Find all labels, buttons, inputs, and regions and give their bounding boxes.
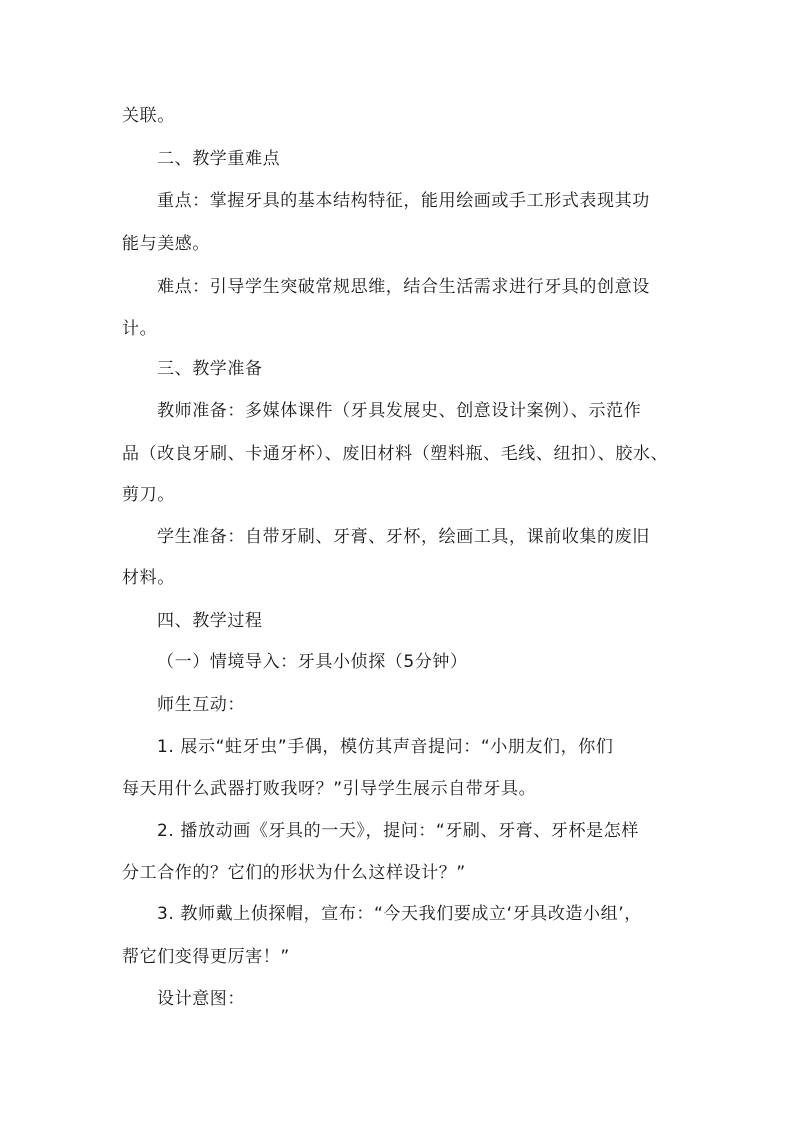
- difficulty-text-line-2: 计。: [122, 319, 158, 339]
- teacher-prep-line-1: 教师准备：多媒体课件（牙具发展史、创意设计案例）、示范作: [157, 401, 642, 421]
- list-item-2-line-1: 2. 播放动画《牙具的一天》，提问：“牙刷、牙膏、牙杯是怎样: [157, 821, 639, 841]
- paragraph-continuation: 关联。: [122, 106, 175, 126]
- list-item-1-line-2: 每天用什么武器打败我呀？”引导学生展示自带牙具。: [122, 779, 537, 799]
- list-item-1-line-1: 1. 展示“蛀牙虫”手偶，模仿其声音提问：“小朋友们，你们: [157, 737, 614, 757]
- section-heading-preparation: 三、教学准备: [157, 359, 263, 379]
- section-heading-key-points: 二、教学重难点: [157, 149, 281, 169]
- subsection-heading-intro: （一）情境导入：牙具小侦探（5分钟）: [157, 652, 468, 672]
- student-prep-line-2: 材料。: [122, 568, 175, 588]
- design-intent-label: 设计意图：: [157, 989, 245, 1009]
- list-item-3-line-2: 帮它们变得更厉害！”: [122, 947, 290, 967]
- list-item-2-line-2: 分工合作的？它们的形状为什么这样设计？”: [122, 863, 466, 883]
- teacher-prep-line-3: 剪刀。: [122, 485, 175, 505]
- focus-text-line-2: 能与美感。: [122, 234, 210, 254]
- student-prep-line-1: 学生准备：自带牙刷、牙膏、牙杯，绘画工具，课前收集的废旧: [157, 527, 650, 547]
- focus-text-line-1: 重点：掌握牙具的基本结构特征，能用绘画或手工形式表现其功: [157, 191, 650, 211]
- difficulty-text-line-1: 难点：引导学生突破常规思维，结合生活需求进行牙具的创意设: [157, 277, 650, 297]
- interaction-label: 师生互动：: [157, 695, 245, 715]
- teacher-prep-line-2: 品（改良牙刷、卡通牙杯）、废旧材料（塑料瓶、毛线、纽扣）、胶水、: [122, 444, 669, 464]
- list-item-3-line-1: 3. 教师戴上侦探帽，宣布：“今天我们要成立‘牙具改造小组’，: [157, 904, 642, 924]
- section-heading-process: 四、教学过程: [157, 611, 263, 631]
